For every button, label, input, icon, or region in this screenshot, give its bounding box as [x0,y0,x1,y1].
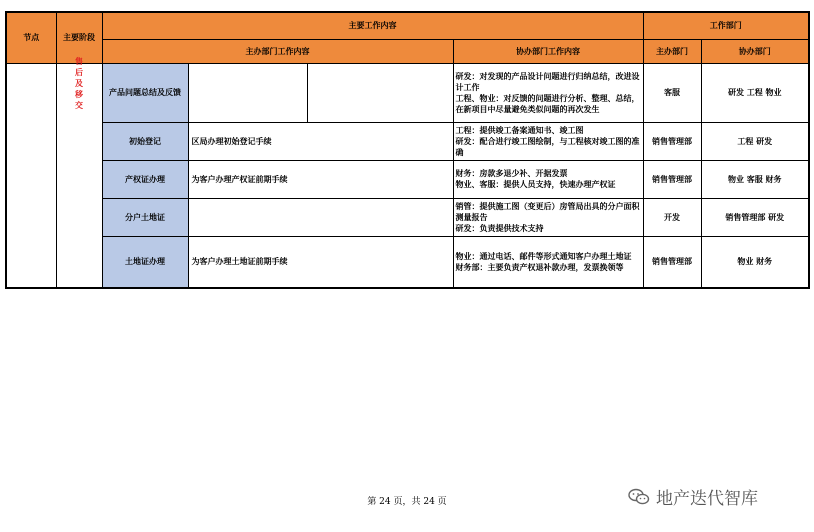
stage-cell [56,56,102,288]
assist-work-cell [453,236,643,288]
assist-dept-cell: 物业 财务 [701,236,809,288]
assist-work-cell [453,160,643,198]
main-dept-cell: 销售管理部 [643,160,701,198]
watermark [628,484,758,509]
item-cell: 土地证办理 [102,236,188,288]
main-work-cell [188,198,453,236]
watermark-text: 地产迭代智库 [656,489,758,509]
main-work-cell [188,63,307,122]
assist-work-text: 销管：提供施工图（变更后）房管局出具的分户面积测量报告 研发：负责提供技术支持 [455,201,640,233]
node-cell [6,63,56,288]
assist-work-text: 物业：通过电话、邮件等形式通知客户办理土地证 财务部：主要负责产权退补款办理，发票换领等 [455,251,632,272]
assist-dept-cell: 物业 客服 财务 [701,160,809,198]
assist-work-cell [453,198,643,236]
assist-work-text: 财务：房款多退少补、开据发票 物业、客服：提供人员支持，快速办理产权证 [455,169,616,189]
main-dept-cell: 销售管理部 [643,122,701,160]
page-footer: 第 24 页，共 24 页 [367,497,447,507]
table-row [6,198,809,236]
assist-dept-cell: 工程 研发 [701,122,809,160]
main-work-cell: 区局办理初始登记手续 [188,122,453,160]
assist-dept-cell: 销售管理部 研发 [701,198,809,236]
header-work-dept: 工作部门 [643,12,809,39]
main-dept-cell: 开发 [643,198,701,236]
table-row [6,160,809,198]
main-dept-cell: 客服 [643,63,701,122]
item-cell: 产权证办理 [102,160,188,198]
main-dept-cell: 销售管理部 [643,236,701,288]
header-stage: 主要阶段 [56,12,102,63]
header-node: 节点 [6,12,56,63]
item-cell: 分户土地证 [102,198,188,236]
assist-work-cell [453,63,643,122]
header-main-dept-content: 主办部门工作内容 [102,39,453,63]
assist-work-text: 工程：提供竣工备案通知书、竣工图 研发：配合进行竣工图绘制，与工程核对竣工图的准确 [455,125,640,157]
assist-work-text: 研发：对发现的产品设计问题进行归纳总结，改进设计工作 工程、物业：对反馈的问题进行分析、整理、总结，在新项目中尽量避免类似问题的再次发生 [455,71,640,114]
main-work-cell: 为客户办理土地证前期手续 [188,236,453,288]
item-cell: 初始登记 [102,122,188,160]
header-assist-dept: 协办部门 [701,39,809,63]
wechat-icon [628,488,650,506]
header-main-dept: 主办部门 [643,39,701,63]
table-row [6,122,809,160]
main-work-cell: 为客户办理产权证前期手续 [188,160,453,198]
assist-work-cell [453,122,643,160]
assist-dept-cell: 研发 工程 物业 [701,63,809,122]
header-main-content: 主要工作内容 [102,12,643,39]
work-plan-table [5,11,810,289]
table-row [6,63,809,122]
header-assist-dept-content: 协办部门工作内容 [453,39,643,63]
main-work-extra-cell [307,63,453,122]
item-cell: 产品问题总结及反馈 [102,63,188,122]
table-row [6,236,809,288]
stage-label: 售后及移交 [75,56,83,110]
